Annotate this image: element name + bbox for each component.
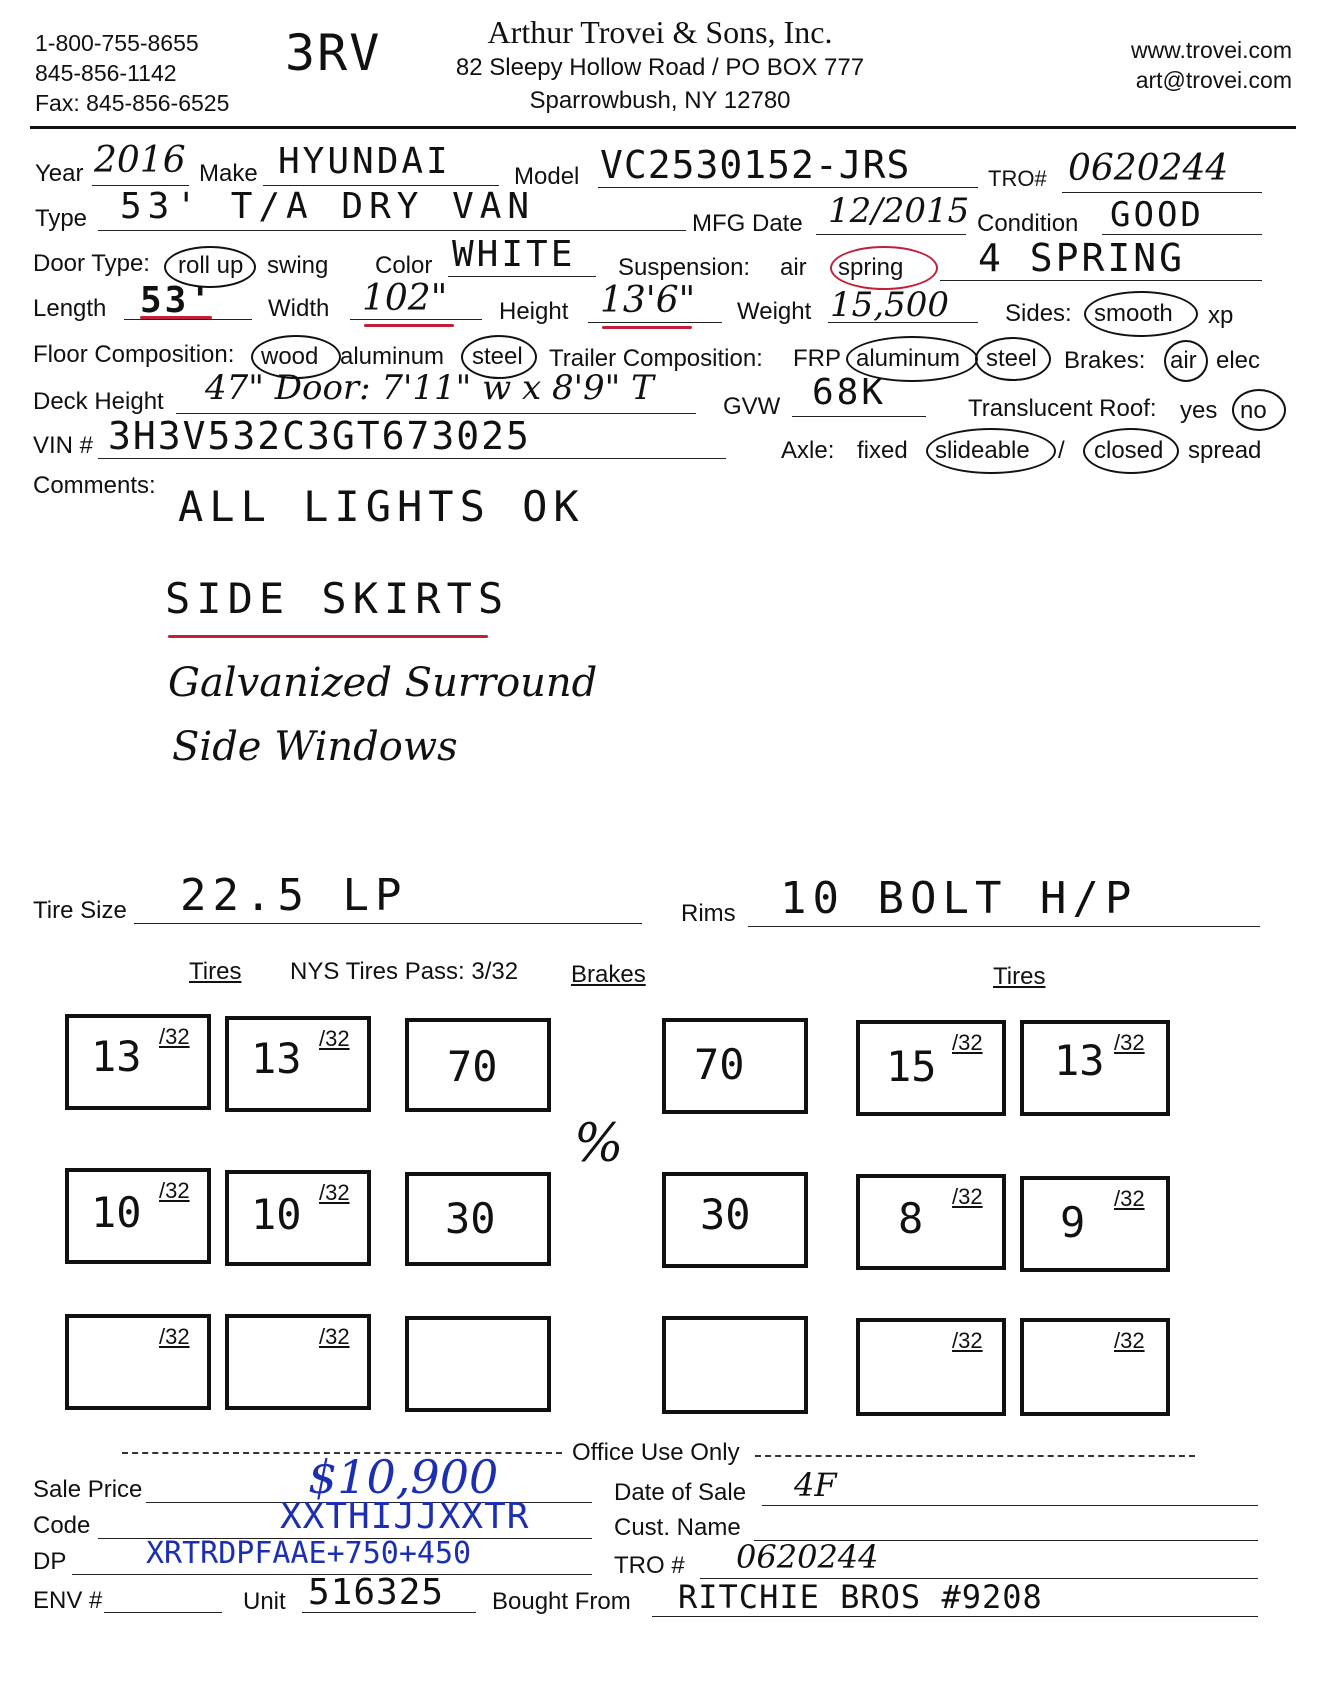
model-line	[598, 187, 978, 188]
height-red-underline	[602, 326, 692, 329]
brake-percent: 70	[447, 1042, 498, 1091]
handwritten-mark: 3RV	[285, 24, 382, 82]
gvw-line	[792, 416, 926, 417]
unit-value: 516325	[308, 1572, 445, 1613]
env-label: ENV #	[33, 1587, 103, 1614]
tire-depth: 9	[1060, 1198, 1086, 1247]
gvw-value: 68K	[812, 372, 887, 413]
comment-line-2: SIDE SKIRTS	[165, 574, 510, 623]
brake-percent: 30	[700, 1190, 751, 1239]
sale-price-value: $10,900	[308, 1450, 499, 1504]
mfg-date-value: 12/2015	[828, 191, 970, 231]
sides-option-xp: xp	[1208, 302, 1234, 329]
bought-from-value: RITCHIE BROS #9208	[678, 1578, 1043, 1616]
brake-box-r2-right	[662, 1172, 808, 1268]
comment-red-underline	[168, 635, 488, 638]
tro-office-label: TRO #	[614, 1552, 685, 1579]
tro-label: TRO#	[988, 166, 1047, 191]
email: art@trovei.com	[1135, 67, 1292, 93]
axle-slideable-circle	[926, 428, 1056, 474]
fax-number: Fax: 845-856-6525	[35, 90, 230, 116]
axle-option-spread: spread	[1188, 437, 1262, 464]
tire-depth: 13	[1054, 1036, 1105, 1085]
door-type-label: Door Type:	[33, 250, 150, 277]
tire-box-r2-c3	[856, 1174, 1006, 1270]
year-value: 2016	[94, 140, 186, 181]
unit-label: Unit	[243, 1588, 286, 1615]
dp-label: DP	[33, 1548, 67, 1575]
tro-office-value: 0620244	[736, 1538, 879, 1576]
trailer-option-frp: FRP	[793, 345, 841, 372]
suspension-selection-circle	[830, 246, 938, 290]
company-name: Arthur Trovei & Sons, Inc.	[487, 14, 833, 50]
tire-depth: 10	[91, 1188, 142, 1237]
brakes-option-elec: elec	[1216, 347, 1261, 374]
height-line	[588, 322, 722, 323]
door-option-roll-up: roll up	[178, 252, 244, 279]
trailer-composition-label: Trailer Composition:	[549, 345, 763, 372]
length-red-underline	[140, 316, 212, 319]
axle-closed-circle	[1083, 428, 1179, 474]
tire-box-r2-c2	[225, 1170, 371, 1266]
deck-height-value: 47" Door: 7'11" w x 8'9" T	[205, 368, 654, 408]
tire-box-r2-c4	[1020, 1176, 1170, 1272]
brakes-air-circle	[1164, 340, 1208, 382]
type-value: 53' T/A DRY VAN	[120, 186, 536, 227]
brake-box-r1-right	[662, 1018, 808, 1114]
tire-fraction: /32	[159, 1178, 190, 1203]
brake-percent-sign: %	[574, 1114, 624, 1174]
tro-value: 0620244	[1068, 148, 1229, 189]
suspension-line	[940, 280, 1262, 281]
address-line-1: 82 Sleepy Hollow Road / PO BOX 777	[455, 54, 865, 81]
color-label: Color	[375, 252, 433, 279]
comments-label: Comments:	[33, 472, 156, 499]
roof-option-yes: yes	[1180, 397, 1218, 424]
office-divider-right	[755, 1455, 1195, 1457]
tire-box-r1-c2	[225, 1016, 371, 1112]
condition-value: GOOD	[1110, 195, 1204, 235]
deck-height-label: Deck Height	[33, 388, 164, 415]
tire-box-r3-c1	[65, 1314, 211, 1410]
floor-option-steel: steel	[472, 343, 523, 370]
brake-box-r3-left	[405, 1316, 551, 1412]
code-label: Code	[33, 1512, 91, 1539]
brake-percent: 30	[445, 1194, 496, 1243]
date-of-sale-label: Date of Sale	[614, 1479, 747, 1506]
color-line	[448, 276, 596, 277]
vin-value: 3H3V532C3GT673025	[108, 414, 531, 458]
axle-label: Axle:	[781, 437, 835, 464]
cust-name-label: Cust. Name	[614, 1514, 741, 1541]
color-value: WHITE	[452, 234, 576, 275]
width-line	[350, 319, 482, 320]
condition-label: Condition	[977, 210, 1079, 237]
mfg-date-label: MFG Date	[692, 210, 803, 237]
suspension-note: 4 SPRING	[978, 236, 1186, 280]
nys-tires-pass: NYS Tires Pass: 3/32	[290, 958, 519, 985]
model-label: Model	[514, 163, 580, 190]
model-value: VC2530152-JRS	[600, 143, 911, 187]
tire-box-r2-c1	[65, 1168, 211, 1264]
tire-box-r3-c2	[225, 1314, 371, 1410]
tire-depth: 13	[91, 1032, 142, 1081]
type-label: Type	[35, 205, 88, 232]
vin-label: VIN #	[33, 432, 94, 459]
length-value: 53'	[140, 280, 215, 321]
trailer-steel-circle	[975, 337, 1051, 381]
brake-box-r3-right	[662, 1316, 808, 1414]
env-line	[104, 1612, 222, 1613]
comment-line-4: Side Windows	[172, 724, 458, 770]
mfg-date-line	[816, 234, 966, 235]
rims-label: Rims	[681, 900, 736, 927]
header-divider	[30, 126, 1296, 129]
floor-option-wood: wood	[261, 343, 319, 370]
sides-selection-circle	[1084, 291, 1198, 337]
tires-right-header: Tires	[993, 963, 1046, 990]
brakes-label: Brakes:	[1064, 347, 1146, 374]
tire-size-label: Tire Size	[33, 897, 127, 924]
tires-left-header: Tires	[189, 958, 242, 985]
suspension-option-spring: spring	[838, 254, 904, 281]
brake-box-r2-left	[405, 1172, 551, 1266]
phone-2: 845-856-1142	[35, 60, 177, 86]
tire-box-r3-c4	[1020, 1318, 1170, 1416]
tire-depth: 15	[886, 1042, 937, 1091]
axle-option-fixed: fixed	[857, 437, 908, 464]
tire-fraction: /32	[319, 1324, 350, 1349]
brake-box-r1-left	[405, 1018, 551, 1112]
trailer-option-aluminum: aluminum	[856, 345, 961, 372]
tire-fraction: /32	[952, 1184, 983, 1209]
weight-value: 15,500	[830, 285, 949, 325]
tire-fraction: /32	[1114, 1186, 1145, 1211]
axle-option-closed: closed	[1094, 437, 1164, 464]
translucent-roof-label: Translucent Roof:	[968, 395, 1157, 422]
date-of-sale-value: 4F	[794, 1466, 837, 1504]
phone-1: 1-800-755-8655	[35, 30, 199, 56]
office-use-heading: Office Use Only	[572, 1439, 740, 1466]
door-option-swing: swing	[267, 252, 329, 279]
tire-fraction: /32	[1114, 1030, 1145, 1055]
tire-fraction: /32	[319, 1026, 350, 1051]
brakes-column-header: Brakes	[571, 961, 646, 988]
trailer-option-steel: steel	[986, 345, 1037, 372]
length-label: Length	[33, 295, 107, 322]
dp-value: XRTRDPFAAE+750+450	[146, 1536, 472, 1571]
suspension-label: Suspension:	[618, 254, 751, 281]
comment-line-3: Galvanized Surround	[168, 660, 598, 706]
floor-composition-label: Floor Composition:	[33, 341, 235, 368]
tire-box-r3-c3	[856, 1318, 1006, 1416]
tire-box-r1-c4	[1020, 1020, 1170, 1116]
tire-box-r1-c1	[65, 1014, 211, 1110]
code-value: XXTHIJJXXTR	[280, 1496, 530, 1537]
bought-from-label: Bought From	[492, 1588, 631, 1615]
tire-size-line	[134, 923, 642, 924]
rims-line	[748, 926, 1260, 927]
address-line-2: Sparrowbush, NY 12780	[529, 87, 791, 114]
tire-depth: 10	[251, 1190, 302, 1239]
gvw-label: GVW	[723, 393, 781, 420]
sides-label: Sides:	[1005, 300, 1072, 327]
roof-no-circle	[1232, 389, 1286, 431]
tire-depth: 13	[251, 1034, 302, 1083]
tire-fraction: /32	[1114, 1328, 1145, 1353]
type-line	[98, 230, 686, 231]
tire-size-value: 22.5 LP	[180, 870, 408, 921]
make-value: HYUNDAI	[278, 141, 451, 182]
tire-fraction: /32	[159, 1024, 190, 1049]
width-label: Width	[268, 295, 330, 322]
year-label: Year	[35, 160, 84, 187]
date-of-sale-line	[762, 1505, 1258, 1506]
brake-percent: 70	[694, 1040, 745, 1089]
bought-from-line	[652, 1616, 1258, 1617]
tire-fraction: /32	[159, 1324, 190, 1349]
sale-price-label: Sale Price	[33, 1476, 143, 1503]
tire-fraction: /32	[319, 1180, 350, 1205]
comment-line-1: ALL LIGHTS OK	[178, 482, 585, 531]
width-red-underline	[364, 324, 454, 327]
make-label: Make	[199, 160, 258, 187]
sides-option-smooth: smooth	[1094, 300, 1173, 327]
axle-slash: /	[1058, 437, 1065, 464]
axle-option-slideable: slideable	[935, 437, 1030, 464]
height-label: Height	[499, 298, 569, 325]
brakes-option-air: air	[1170, 347, 1197, 374]
tire-box-r1-c3	[856, 1020, 1006, 1116]
roof-option-no: no	[1240, 397, 1267, 424]
tire-fraction: /32	[952, 1030, 983, 1055]
width-value: 102"	[362, 278, 448, 319]
tire-fraction: /32	[952, 1328, 983, 1353]
rims-value: 10 BOLT H/P	[780, 873, 1138, 924]
website: www.trovei.com	[1130, 37, 1292, 63]
tire-depth: 8	[898, 1194, 924, 1243]
vin-line	[98, 458, 726, 459]
height-value: 13'6"	[600, 280, 696, 321]
floor-option-aluminum: aluminum	[340, 343, 445, 370]
tro-line	[1062, 192, 1262, 193]
suspension-option-air: air	[780, 254, 807, 281]
weight-label: Weight	[737, 298, 812, 325]
